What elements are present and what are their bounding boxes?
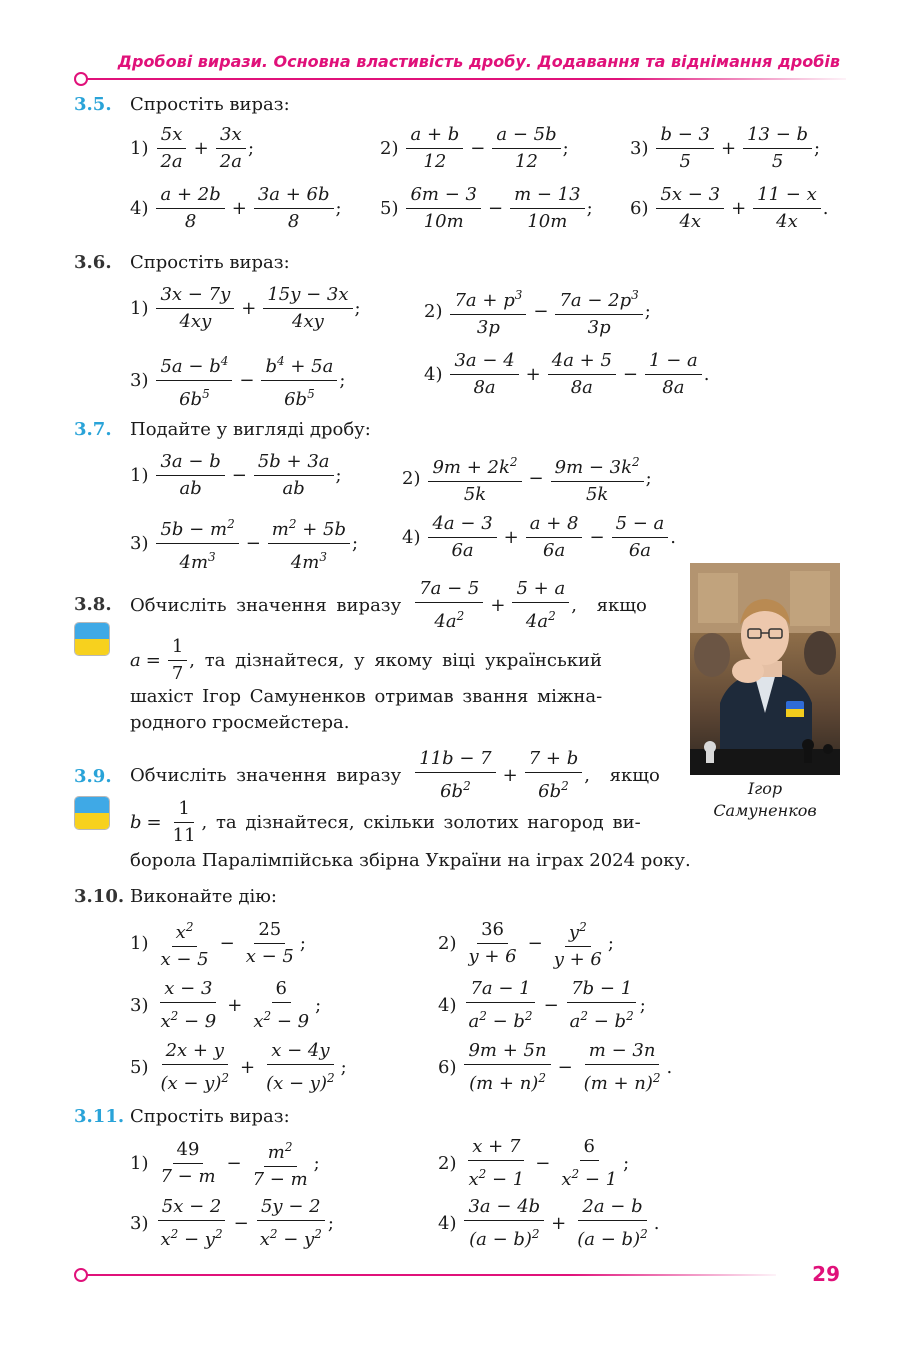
item-label: 4) xyxy=(438,995,457,1016)
fraction: $\frac{3x - 7y}{4xy}$ xyxy=(156,282,234,335)
problem-3-9-line-2: b = $\frac{1}{11}$ , та дізнайтеся, скільки золотих нагород ви- xyxy=(130,796,641,849)
caption-line-1: Ігор xyxy=(747,779,783,798)
fraction: $\frac{a + 8}{6a}$ xyxy=(526,511,583,564)
fraction: $\frac{x + 7}{x^2 - 1}$ xyxy=(468,1136,525,1190)
fraction: $\frac{25}{x - 5}$ xyxy=(245,919,294,967)
exercise-3-10-4: 4) $\frac{7a - 1}{a^2 - b^2}$ − $\frac{7b - 1}{a^2 - b^2}$ ; xyxy=(438,976,646,1035)
fraction: $\frac{7 + b}{6b^2}$ xyxy=(525,746,583,805)
problem-3-8-line-2: a = $\frac{1}{7}$ , та дізнайтеся, у якому віці український xyxy=(130,634,602,687)
problem-3-9-line-1: Обчисліть значення виразу $\frac{11b - 7}{6b^2}$ + $\frac{7 + b}{6b^2}$ , якщо xyxy=(130,746,660,805)
problem-3-8 xyxy=(74,576,674,746)
fraction: $\frac{15y - 3x}{4xy}$ xyxy=(263,282,352,335)
fraction: $\frac{x - 3}{x^2 - 9}$ xyxy=(160,978,217,1032)
fraction: $\frac{7b - 1}{a^2 - b^2}$ xyxy=(566,976,638,1035)
exercise-3-6-4: 4) $\frac{3a - 4}{8a}$ + $\frac{4a + 5}{8a}$ − $\frac{1 - a}{8a}$ . xyxy=(424,348,709,401)
fraction: $\frac{3a - 4}{8a}$ xyxy=(450,348,518,401)
item-label: 1) xyxy=(130,1153,149,1174)
problem-number: 3.6. xyxy=(74,252,112,273)
problem-number: 3.8. xyxy=(74,594,112,615)
item-label: 3) xyxy=(130,533,149,554)
item-label: 2) xyxy=(424,301,443,322)
fraction: $\frac{9m + 2k^2}{5k}$ xyxy=(428,449,521,508)
fraction: $\frac{m^2 + 5b}{4m^3}$ xyxy=(268,511,350,576)
exercise-3-6-3: 3) $\frac{5a - b^4}{6b^5}$ − $\frac{b^4 + 5a}{6b^5}$ ; xyxy=(130,348,345,413)
fraction: $\frac{5x}{2a}$ xyxy=(156,122,186,175)
fraction: $\frac{6}{x^2 - 9}$ xyxy=(253,978,310,1032)
problem-3-8-line-4: родного гросмейстера. xyxy=(130,712,350,733)
fraction: $\frac{5a - b^4}{6b^5}$ xyxy=(156,348,232,413)
item-label: 2) xyxy=(380,138,399,159)
exercise-3-10-6: 6) $\frac{9m + 5n}{(m + n)^2}$ − $\frac{m - 3n}{(m + n)^2}$ . xyxy=(438,1038,672,1097)
problem-title: Подайте у вигляді дробу: xyxy=(130,419,371,440)
problem-number: 3.11. xyxy=(74,1106,125,1127)
page-header xyxy=(0,48,918,88)
item-label: 1) xyxy=(130,933,149,954)
item-label: 2) xyxy=(438,1153,457,1174)
fraction: $\frac{1}{7}$ xyxy=(168,634,187,687)
fraction: $\frac{1}{11}$ xyxy=(172,798,196,846)
item-label: 4) xyxy=(438,1213,457,1234)
header-title: Дробові вирази. Основна властивість дробу. Додавання та віднімання дробів xyxy=(117,52,840,71)
item-label: 3) xyxy=(130,995,149,1016)
problem-text: , якщо xyxy=(571,595,647,616)
fraction: $\frac{3a - 4b}{(a - b)^2}$ xyxy=(464,1194,544,1253)
problem-text: , та дізнайтеся, у якому віці український xyxy=(189,650,602,671)
fraction: $\frac{3a + 6b}{8}$ xyxy=(254,182,334,235)
fraction: $\frac{3a - b}{ab}$ xyxy=(156,449,224,502)
item-label: 5) xyxy=(130,1057,149,1078)
fraction: $\frac{5 + a}{4a^2}$ xyxy=(512,576,569,635)
item-label: 3) xyxy=(630,138,649,159)
fraction: $\frac{5b - m^2}{4m^3}$ xyxy=(156,511,238,576)
problem-3-5 xyxy=(74,94,844,244)
fraction: $\frac{3x}{2a}$ xyxy=(216,122,246,175)
footer-rule xyxy=(86,1274,776,1276)
exercise-3-10-2: 2) $\frac{36}{y + 6}$ − $\frac{y^2}{y + 6}$ ; xyxy=(438,914,614,973)
chess-player-photo xyxy=(690,563,840,775)
fraction: $\frac{49}{7 - m}$ xyxy=(160,1139,216,1187)
exercise-3-6-2: 2) $\frac{7a + p^3}{3p}$ − $\frac{7a - 2p^3}{3p}$ ; xyxy=(424,282,651,341)
problem-3-6 xyxy=(74,252,844,412)
item-label: 4) xyxy=(402,527,421,548)
item-label: 1) xyxy=(130,465,149,486)
item-label: 4) xyxy=(130,198,149,219)
exercise-3-5-3: 3) $\frac{b - 3}{5}$ + $\frac{13 - b}{5}$ ; xyxy=(630,122,820,175)
item-label: 2) xyxy=(438,933,457,954)
fraction: $\frac{7a - 2p^3}{3p}$ xyxy=(555,282,642,341)
problem-3-10 xyxy=(74,886,844,1096)
fraction: $\frac{11b - 7}{6b^2}$ xyxy=(415,746,495,805)
fraction: $\frac{7a - 1}{a^2 - b^2}$ xyxy=(464,976,536,1035)
fraction: $\frac{7a + p^3}{3p}$ xyxy=(450,282,526,341)
problem-title: Спростіть вираз: xyxy=(130,1106,290,1127)
exercise-3-10-3: 3) $\frac{x - 3}{x^2 - 9}$ + $\frac{6}{x^2 - 9}$ ; xyxy=(130,976,321,1035)
fraction: $\frac{9m + 5n}{(m + n)^2}$ xyxy=(464,1038,550,1097)
fraction: $\frac{4a + 5}{8a}$ xyxy=(548,348,616,401)
exercise-3-11-1: 1) $\frac{49}{7 - m}$ − $\frac{m^2}{7 - m}$ ; xyxy=(130,1134,320,1193)
fraction: $\frac{b^4 + 5a}{6b^5}$ xyxy=(261,348,337,413)
fraction: $\frac{m - 3n}{(m + n)^2}$ xyxy=(583,1040,661,1094)
fraction: $\frac{6}{x^2 - 1}$ xyxy=(561,1136,618,1190)
item-label: 3) xyxy=(130,1213,149,1234)
ukraine-flag-icon xyxy=(74,622,110,656)
problem-number: 3.7. xyxy=(74,419,112,440)
problem-title: Спростіть вираз: xyxy=(130,252,290,273)
fraction: $\frac{7a - 5}{4a^2}$ xyxy=(415,576,483,635)
fraction: $\frac{b - 3}{5}$ xyxy=(656,122,714,175)
item-label: 6) xyxy=(438,1057,457,1078)
item-label: 1) xyxy=(130,138,149,159)
fraction: $\frac{5 - a}{6a}$ xyxy=(612,511,669,564)
fraction: $\frac{2a - b}{(a - b)^2}$ xyxy=(577,1196,648,1250)
fraction: $\frac{9m - 3k^2}{5k}$ xyxy=(551,449,644,508)
problem-number: 3.9. xyxy=(74,766,112,787)
fraction: $\frac{x - 4y}{(x - y)^2}$ xyxy=(266,1040,335,1094)
problem-text: Обчисліть значення виразу xyxy=(130,595,402,616)
page-number: 29 xyxy=(812,1262,840,1286)
problem-3-7 xyxy=(74,419,844,579)
problem-title: Спростіть вираз: xyxy=(130,94,290,115)
exercise-3-7-1: 1) $\frac{3a - b}{ab}$ − $\frac{5b + 3a}{ab}$ ; xyxy=(130,449,342,502)
header-rule xyxy=(86,78,846,80)
fraction: $\frac{m^2}{7 - m}$ xyxy=(249,1134,312,1193)
exercise-3-11-2: 2) $\frac{x + 7}{x^2 - 1}$ − $\frac{6}{x^2 - 1}$ ; xyxy=(438,1134,629,1193)
exercise-3-11-3: 3) $\frac{5x - 2}{x^2 - y^2}$ − $\frac{5y - 2}{x^2 - y^2}$ ; xyxy=(130,1194,334,1253)
exercise-3-7-3: 3) $\frac{5b - m^2}{4m^3}$ − $\frac{m^2 + 5b}{4m^3}$ ; xyxy=(130,511,358,576)
fraction: $\frac{a + b}{12}$ xyxy=(406,122,463,175)
exercise-3-5-2: 2) $\frac{a + b}{12}$ − $\frac{a - 5b}{12}$ ; xyxy=(380,122,569,175)
ukraine-flag-icon xyxy=(74,796,110,830)
fraction: $\frac{13 - b}{5}$ xyxy=(743,122,812,175)
fraction: $\frac{x^2}{x - 5}$ xyxy=(156,914,212,973)
exercise-3-7-2: 2) $\frac{9m + 2k^2}{5k}$ − $\frac{9m - 3k^2}{5k}$ ; xyxy=(402,449,652,508)
fraction: $\frac{5x - 3}{4x}$ xyxy=(656,182,724,235)
problem-3-8-line-3: шахіст Ігор Самуненков отримав звання міжна- xyxy=(130,686,603,707)
fraction: $\frac{a - 5b}{12}$ xyxy=(492,122,560,175)
exercise-3-5-4: 4) $\frac{a + 2b}{8}$ + $\frac{3a + 6b}{8}$ ; xyxy=(130,182,342,235)
fraction: $\frac{5b + 3a}{ab}$ xyxy=(254,449,334,502)
exercise-3-6-1: 1) $\frac{3x - 7y}{4xy}$ + $\frac{15y - 3x}{4xy}$ ; xyxy=(130,282,361,335)
problem-text: Обчисліть значення виразу xyxy=(130,765,402,786)
caption-line-2: Самуненков xyxy=(713,801,817,820)
exercise-3-11-4: 4) $\frac{3a - 4b}{(a - b)^2}$ + $\frac{2a - b}{(a - b)^2}$ . xyxy=(438,1194,659,1253)
photo-illustration xyxy=(690,563,840,775)
fraction: $\frac{1 - a}{8a}$ xyxy=(645,348,702,401)
fraction: $\frac{2x + y}{(x - y)^2}$ xyxy=(160,1040,230,1094)
fraction: $\frac{36}{y + 6}$ xyxy=(468,919,517,967)
problem-3-9 xyxy=(74,746,774,876)
fraction: $\frac{11 - x}{4x}$ xyxy=(753,182,821,235)
item-label: 4) xyxy=(424,364,443,385)
problem-text: , якщо xyxy=(584,765,660,786)
fraction: $\frac{4a - 3}{6a}$ xyxy=(428,511,496,564)
problem-text: , та дізнайтеся, скільки золотих нагород ви- xyxy=(201,812,641,833)
fraction: $\frac{6m - 3}{10m}$ xyxy=(406,182,481,235)
exercise-3-5-1: 1) $\frac{5x}{2a}$ + $\frac{3x}{2a}$ ; xyxy=(130,122,254,175)
problem-3-9-line-3: борола Паралімпійська збірна України на іграх 2024 року. xyxy=(130,850,691,871)
problem-3-11 xyxy=(74,1106,844,1256)
exercise-3-5-5: 5) $\frac{6m - 3}{10m}$ − $\frac{m - 13}{10m}$ ; xyxy=(380,182,593,235)
fraction: $\frac{a + 2b}{8}$ xyxy=(156,182,224,235)
exercise-3-5-6: 6) $\frac{5x - 3}{4x}$ + $\frac{11 - x}{4x}$ . xyxy=(630,182,829,235)
fraction: $\frac{m - 13}{10m}$ xyxy=(510,182,585,235)
fraction: $\frac{5x - 2}{x^2 - y^2}$ xyxy=(156,1194,226,1253)
item-label: 5) xyxy=(380,198,399,219)
exercise-3-10-1: 1) $\frac{x^2}{x - 5}$ − $\frac{25}{x - 5}$ ; xyxy=(130,914,306,973)
problem-number: 3.10. xyxy=(74,886,125,907)
fraction: $\frac{5y - 2}{x^2 - y^2}$ xyxy=(256,1194,326,1253)
problem-number: 3.5. xyxy=(74,94,112,115)
item-label: 1) xyxy=(130,298,149,319)
item-label: 6) xyxy=(630,198,649,219)
problem-title: Виконайте дію: xyxy=(130,886,277,907)
item-label: 2) xyxy=(402,468,421,489)
exercise-3-7-4: 4) $\frac{4a - 3}{6a}$ + $\frac{a + 8}{6a}$ − $\frac{5 - a}{6a}$ . xyxy=(402,511,676,564)
problem-3-8-line-1: Обчисліть значення виразу $\frac{7a - 5}{4a^2}$ + $\frac{5 + a}{4a^2}$ , якщо xyxy=(130,576,647,635)
exercise-3-10-5: 5) $\frac{2x + y}{(x - y)^2}$ + $\frac{x - 4y}{(x - y)^2}$ ; xyxy=(130,1038,347,1097)
item-label: 3) xyxy=(130,370,149,391)
fraction: $\frac{y^2}{y + 6}$ xyxy=(550,914,606,973)
